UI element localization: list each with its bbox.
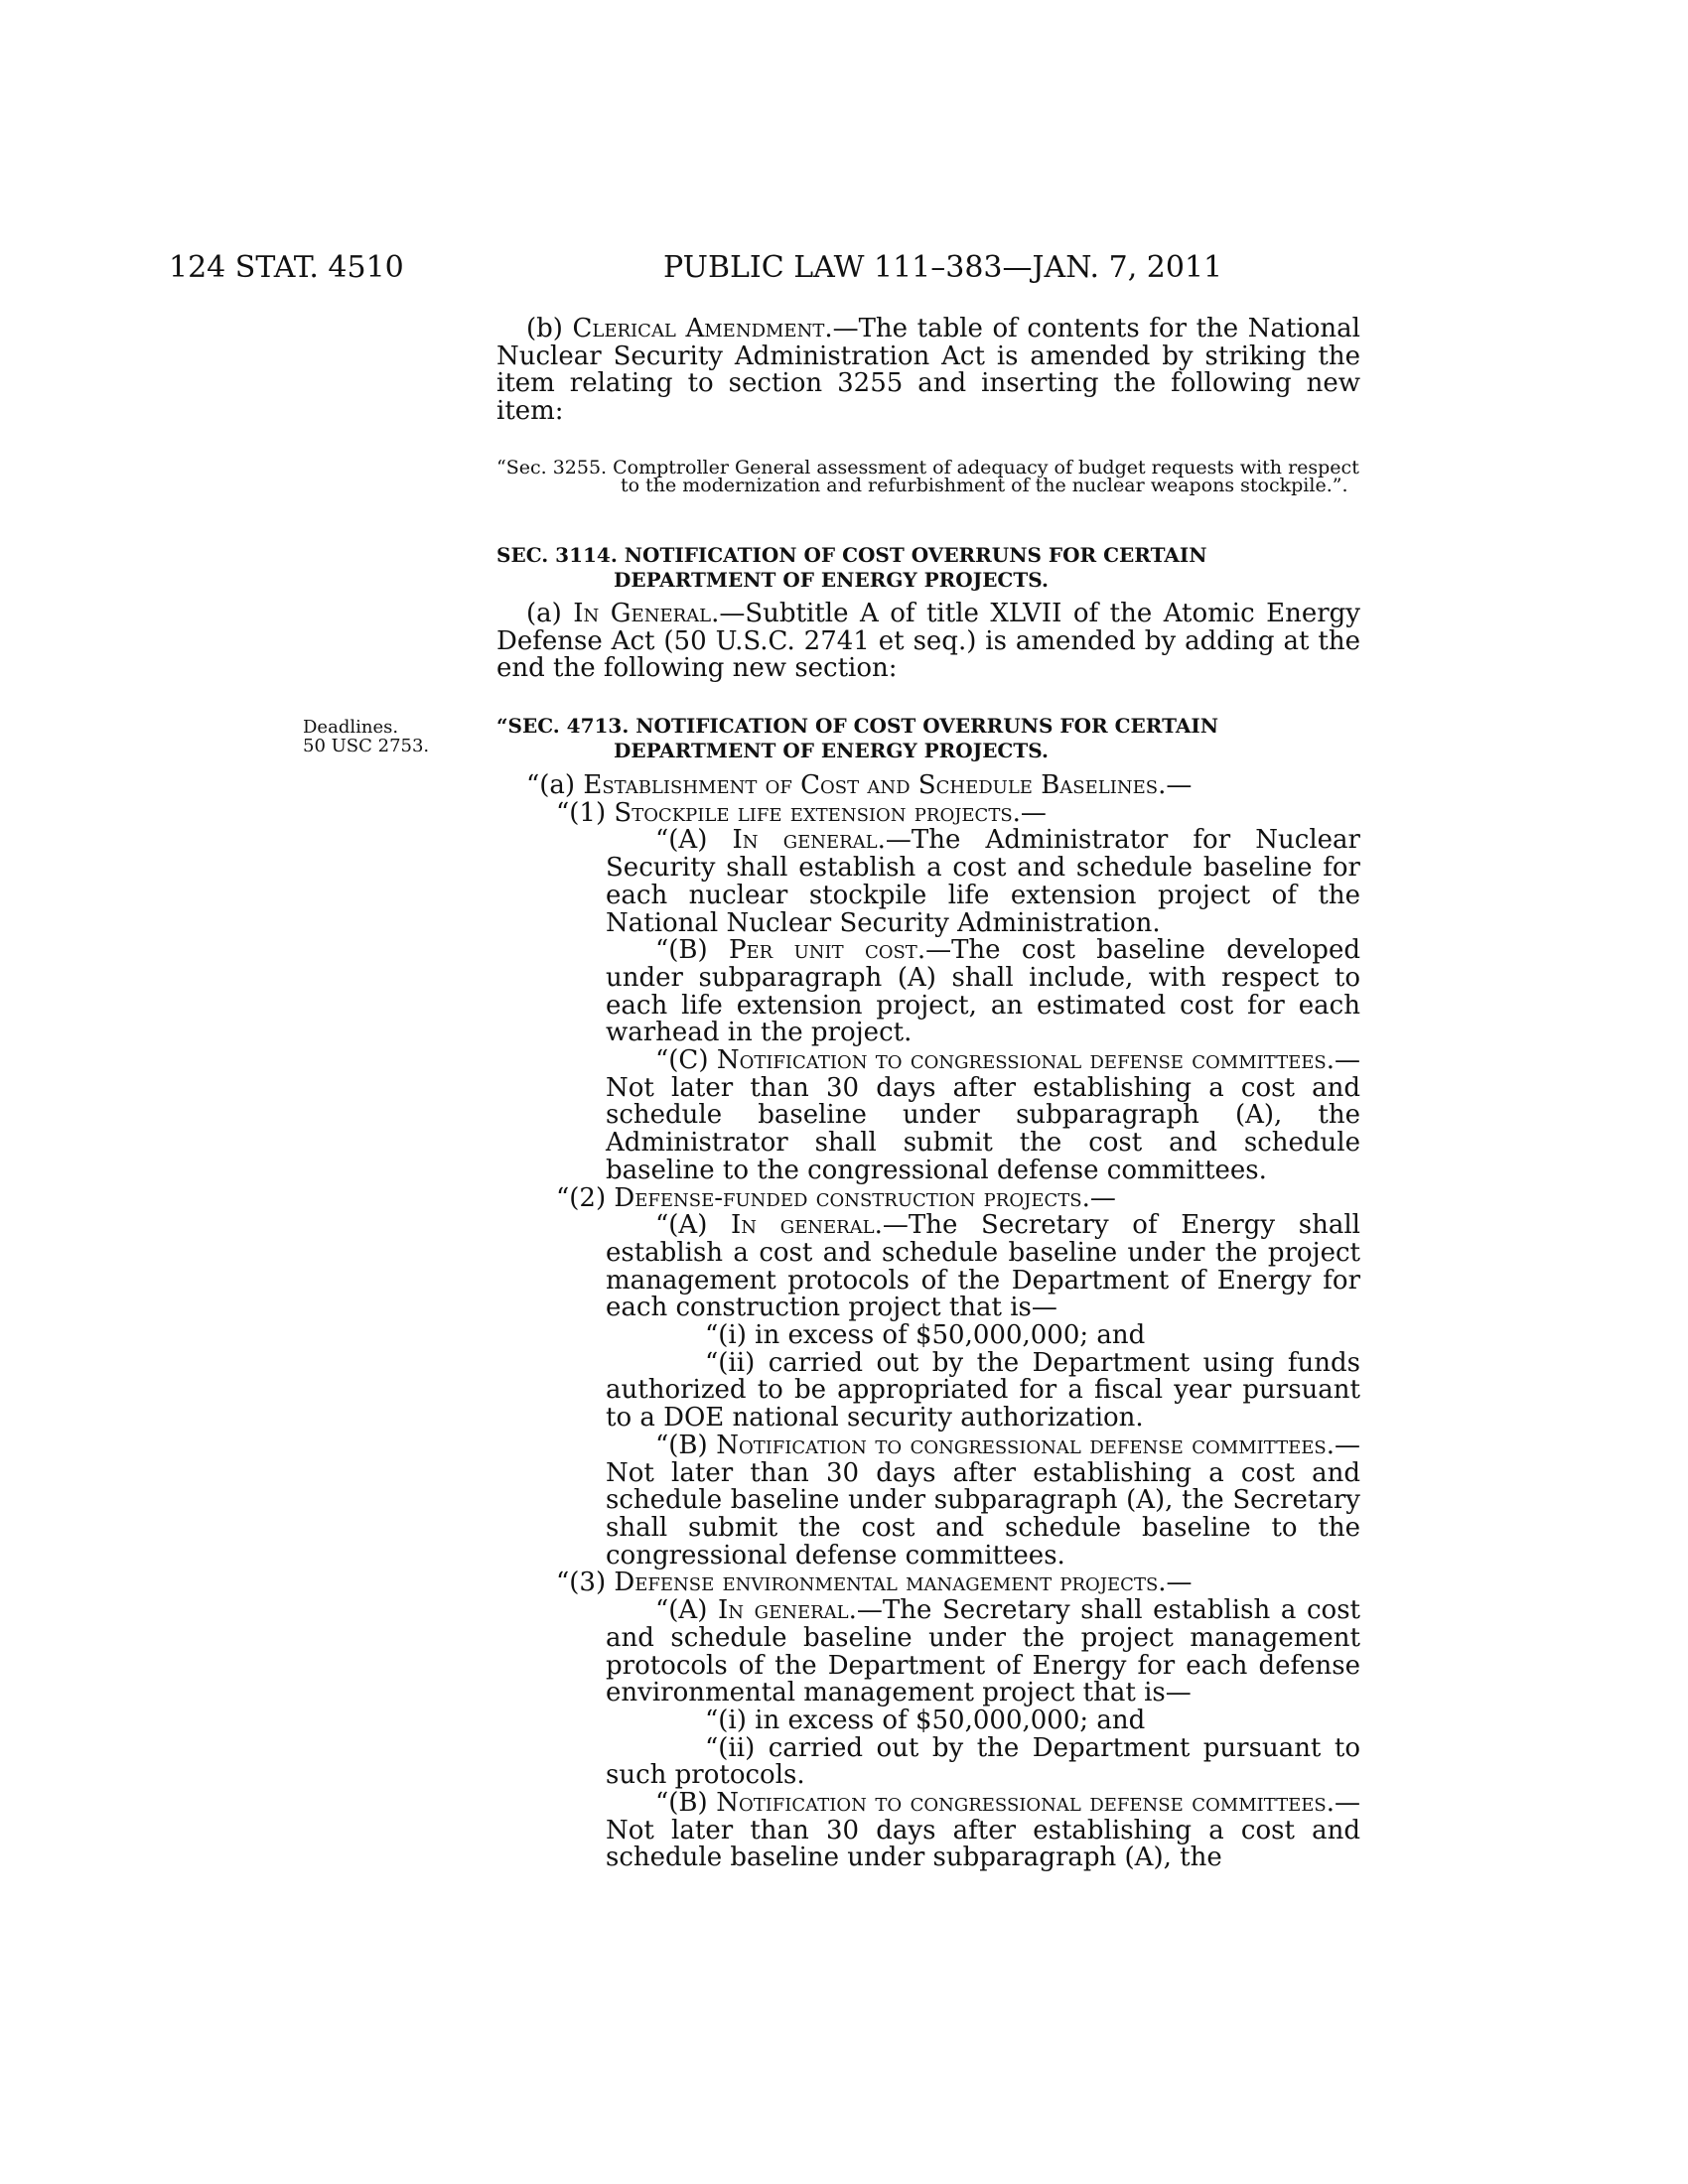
section-3114-heading: SEC. 3114. NOTIFICATION OF COST OVERRUNS FOR CERTAIN DEPARTMENT OF ENERGY PROJECTS. [496,543,1207,592]
paragraph-2A: “(A) In general.—The Secretary of Energy shall establish a cost and schedule baseline under the project management protocols of the Department of Energy for each construction project that is— [606,1210,1360,1323]
clerical-text: .—The table of contents for the National Nuclear Security Administration Act is amended by striking the item relating to section 3255 and inserting the following new item: [496,314,1360,427]
paragraph-3A: “(A) In general.—The Secretary shall establish a cost and schedule baseline under the project management protocols of the Department of Energy for each defense environmental management project that is— [606,1595,1360,1708]
section-4713-heading: “SEC. 4713. NOTIFICATION OF COST OVERRUNS FOR CERTAIN DEPARTMENT OF ENERGY PROJECTS. [496,714,1219,762]
clause-2A-ii: “(ii) carried out by the Department using funds authorized to be appropriated for a fiscal year pursuant to a DOE national security authorization. [606,1347,1360,1433]
in-general-heading: In General [573,599,712,628]
clause-2A-i: “(i) in excess of $50,000,000; and [705,1320,1146,1351]
clerical-label: (b) [526,314,573,343]
clause-3A-ii: “(ii) carried out by the Department pursuant to such protocols. [606,1732,1360,1791]
paragraph-1C: “(C) Notification to congressional defense committees.—Not later than 30 days after establishing a cost and schedule baseline under subparagraph (A), the Administrator shall submit the cost and schedule baseline to the congressional defense committees. [606,1045,1360,1185]
paragraph-3B: “(B) Notification to congressional defense committees.—Not later than 30 days after establishing a cost and schedule baseline under subparagraph (A), the [606,1788,1360,1873]
running-header-title: PUBLIC LAW 111–383—JAN. 7, 2011 [663,250,1223,285]
margin-note-usc: 50 USC 2753. [303,736,430,756]
paragraph-2-heading: “(2) Defense-funded construction projects.— [556,1182,1116,1213]
section-4713-body [496,772,1360,1872]
in-general-text: .—Subtitle A of title XLVII of the Atomic Energy Defense Act (50 U.S.C. 2741 et seq.) is amended by adding at the end the following new section: [496,599,1360,684]
clerical-amendment-paragraph [496,316,1360,426]
paragraph-1-heading: “(1) Stockpile life extension projects.— [556,797,1047,828]
paragraph-1A: “(A) In general.—The Administrator for Nuclear Security shall establish a cost and schedule baseline for each nuclear stockpile life extension project of the National Nuclear Security Administration. [606,825,1360,938]
paragraph-3-heading: “(3) Defense environmental management projects.— [556,1568,1193,1598]
clerical-heading: Clerical Amendment [572,314,825,343]
in-general-label: (a) [526,599,574,628]
subsection-a-heading: “(a) Establishment of Cost and Schedule Baselines.— [526,770,1193,800]
paragraph-2B: “(B) Notification to congressional defense committees.—Not later than 30 days after establishing a cost and schedule baseline under subparagraph (A), the Secretary shall submit the cost and schedule baseline to the congressional defense committees. [606,1430,1360,1570]
margin-note [303,718,429,755]
in-general-paragraph [496,601,1360,683]
clause-3A-i: “(i) in excess of $50,000,000; and [705,1705,1146,1735]
statute-page-number: 124 STAT. 4510 [169,250,404,285]
paragraph-1B: “(B) Per unit cost.—The cost baseline developed under subparagraph (A) shall include, with respect to each life extension project, an estimated cost for each warhead in the project. [606,935,1360,1048]
margin-note-deadlines: Deadlines. [303,717,399,738]
toc-item: “Sec. 3255. Comptroller General assessment of adequacy of budget requests with respect to the modernization and refurbishment of the nuclear weapons stockpile.”. [496,457,1359,496]
